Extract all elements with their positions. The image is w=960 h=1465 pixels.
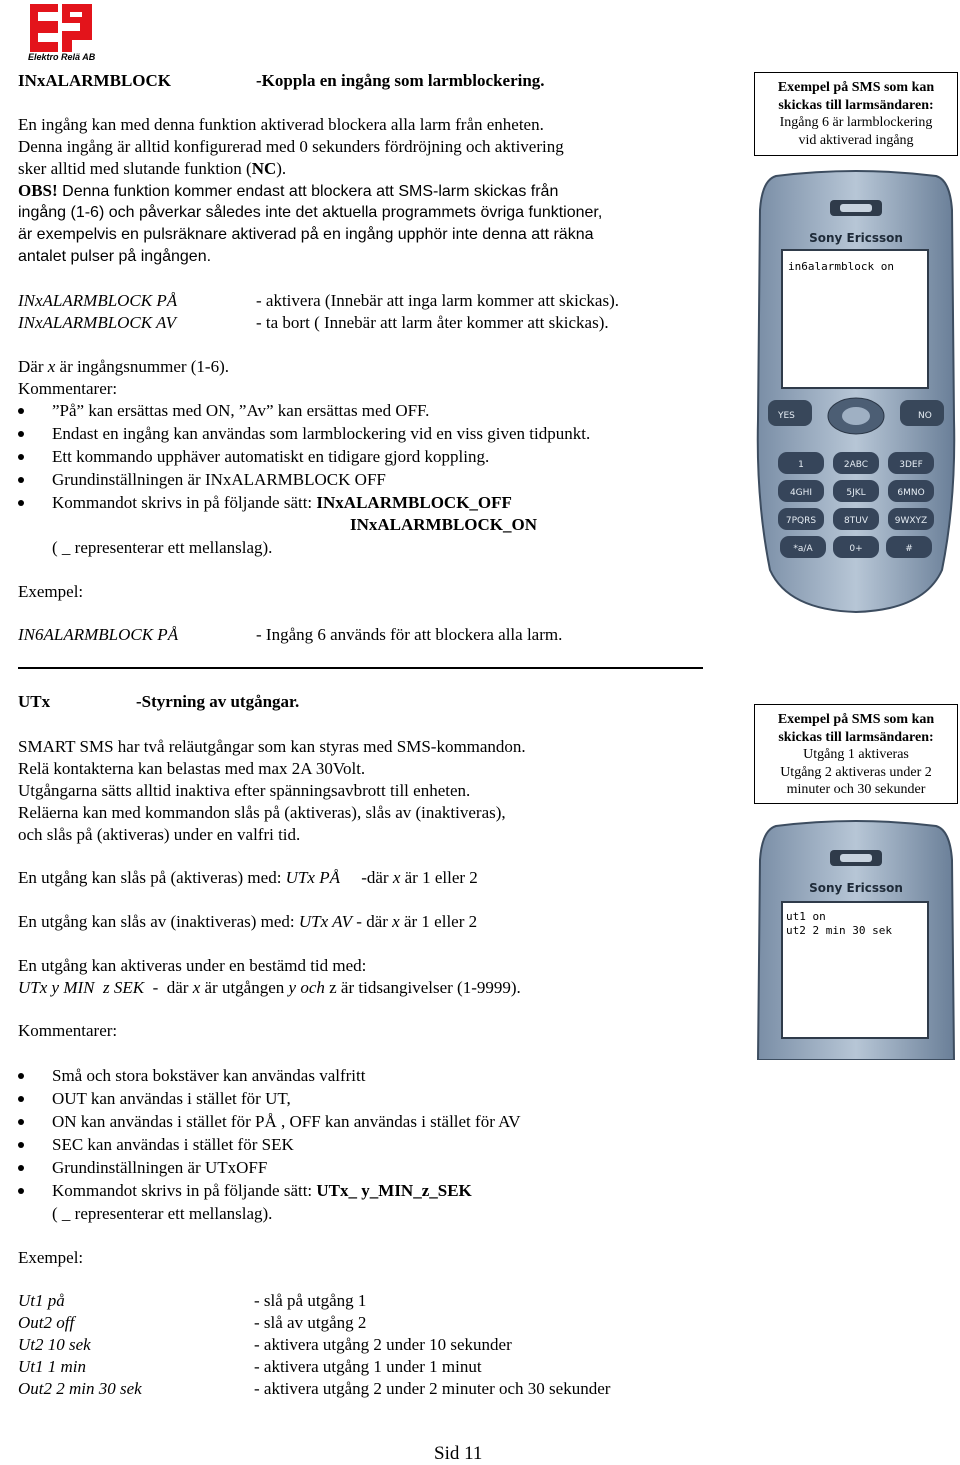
bullet-dot (18, 1119, 24, 1125)
key-label: # (905, 544, 913, 554)
key-label: 3DEF (899, 460, 923, 470)
list-item: Grundinställningen är INxALARMBLOCK OFF (52, 470, 386, 489)
box-line: Utgång 1 aktiveras (803, 747, 909, 762)
box-line: vid aktiverad ingång (798, 132, 914, 148)
section1-para-line2: Denna ingång är alltid konfigurerad med 0 sekunders fördröjning och aktivering (18, 137, 564, 156)
box-title: Exempel på SMS som kan (777, 80, 935, 95)
list-item: Ett kommando upphäver automatiskt en tidigare gjord koppling. (52, 447, 490, 466)
bullet-dot (18, 1073, 24, 1079)
text: Där (18, 357, 48, 376)
obs-line3: är exempelvis en pulsräknare aktiverad på en ingång upphör inte denna att räkna (18, 226, 594, 243)
key-label: 5JKL (846, 488, 866, 498)
example-label: Exempel: (18, 1248, 84, 1267)
key-label: 0+ (849, 544, 863, 554)
example-command: Ut1 på (18, 1291, 65, 1310)
key-label: 8TUV (844, 516, 868, 526)
section2-title-description: -Styrning av utgångar. (136, 692, 300, 711)
example-label: Exempel: (18, 582, 84, 601)
command-off-desc: - ta bort ( Innebär att larm åter kommer att skickas). (256, 313, 609, 332)
text: är ingångsnummer (1-6). (55, 357, 230, 376)
key-label: *a/A (793, 544, 813, 554)
example-description: - aktivera utgång 2 under 10 sekunder (254, 1335, 512, 1354)
bullet-dot (18, 408, 24, 414)
list-item (52, 492, 512, 514)
box-title: Exempel på SMS som kan (777, 712, 935, 727)
comments-label: Kommentarer: (18, 379, 118, 398)
command-off: INxALARMBLOCK AV (18, 313, 176, 332)
example-description: - slå på utgång 1 (254, 1291, 367, 1310)
y-var: y och (288, 978, 325, 997)
bullet-dot (18, 477, 24, 483)
company-logo (28, 2, 94, 64)
section2-para-line: Reläerna kan med kommandon slås på (aktiveras), slås av (inaktiveras), (18, 803, 506, 822)
key-label: 9WXYZ (894, 516, 928, 526)
yes-key: YES (778, 411, 795, 421)
page-number: Sid 11 (434, 1443, 483, 1464)
key-label: 2ABC (843, 460, 869, 470)
obs-line4: antalet pulser på ingången. (18, 248, 212, 265)
section2-title-command: UTx (18, 692, 51, 711)
no-key: NO (918, 411, 932, 421)
command: UTx y MIN z SEK (18, 978, 145, 997)
text: z är tidsangivelser (1-9999). (324, 978, 521, 997)
example-command: Out2 off (18, 1313, 75, 1332)
list-item: ON kan användas i stället för PÅ , OFF kan användas i stället för AV (52, 1112, 521, 1131)
bullet-dot (18, 1142, 24, 1148)
key-label: 1 (798, 460, 804, 470)
text: sker alltid med slutande funktion ( (18, 159, 252, 178)
section2-para-line: Utgångarna sätts alltid inaktiva efter spänningsavbrott till enheten. (18, 781, 471, 800)
output-on-text (18, 867, 478, 889)
obs-line2: ingång (1-6) och påverkar således inte det aktuella programmets övriga funktioner, (18, 204, 603, 221)
text: - där (144, 978, 193, 997)
x-var: x (192, 978, 201, 997)
list-item: Små och stora bokstäver kan användas valfritt (52, 1066, 366, 1085)
example-description: - aktivera utgång 1 under 1 minut (254, 1357, 482, 1376)
example-command: Ut2 10 sek (18, 1335, 91, 1354)
key-label: 6MNO (897, 488, 925, 498)
output-off-text (18, 911, 477, 933)
nc-label: NC (251, 159, 277, 178)
example-command: Ut1 1 min (18, 1357, 86, 1376)
section2-para-line: SMART SMS har två reläutgångar som kan styras med SMS-kommandon. (18, 737, 526, 756)
bullet-dot (18, 500, 24, 506)
command: INxALARMBLOCK_ON (350, 515, 538, 534)
command: UTx_ y_MIN_z_SEK (316, 1181, 472, 1200)
example-command: Out2 2 min 30 sek (18, 1379, 142, 1398)
timed-label: En utgång kan aktiveras under en bestämd tid med: (18, 956, 367, 975)
text: Kommandot skrivs in på följande sätt: (52, 493, 317, 512)
key-label: 4GHI (789, 488, 813, 498)
section-divider (18, 667, 703, 669)
list-item: Endast en ingång kan användas som larmblockering vid en viss given tidpunkt. (52, 424, 591, 443)
phone-screen-line: ut1 on (786, 910, 826, 923)
obs-line1 (18, 180, 558, 203)
text: är 1 eller 2 (400, 868, 478, 887)
brand-label: Sony Ericsson (809, 231, 903, 245)
text: är utgången (200, 978, 289, 997)
box-title: skickas till larmsändaren: (778, 729, 934, 745)
section2-para-line: och slås på (aktiveras) under en valfri tid. (18, 825, 301, 844)
box-title: skickas till larmsändaren: (778, 97, 934, 113)
space-note: ( _ representerar ett mellanslag). (52, 1204, 273, 1223)
command-on: INxALARMBLOCK PÅ (18, 291, 178, 310)
list-item: OUT kan användas i stället för UT, (52, 1089, 291, 1108)
x-var: x (47, 357, 56, 376)
brand-label: Sony Ericsson (809, 881, 903, 895)
text: -där (339, 868, 393, 887)
section1-para-line3 (18, 158, 286, 180)
bullet-dot (18, 1188, 24, 1194)
example-description: - aktivera utgång 2 under 2 minuter och 30 sekunder (254, 1379, 611, 1398)
section1-title-description: -Koppla en ingång som larmblockering. (256, 71, 545, 90)
where-text (18, 356, 229, 378)
mobile-phone-icon (754, 170, 958, 615)
section1-para-line1: En ingång kan med denna funktion aktiverad blockera alla larm från enheten. (18, 115, 544, 134)
command: UTx PÅ (285, 868, 340, 887)
section1-title-command: INxALARMBLOCK (18, 71, 172, 90)
text: - där (352, 912, 393, 931)
example-description: - slå av utgång 2 (254, 1313, 367, 1332)
phone-screen-line: in6alarmblock on (788, 260, 894, 273)
mobile-phone-icon (754, 820, 958, 1060)
bullet-dot (18, 454, 24, 460)
text: En utgång kan slås av (inaktiveras) med: (18, 912, 299, 931)
example-description: - Ingång 6 används för att blockera alla larm. (256, 625, 563, 644)
timed-command (18, 977, 521, 999)
command: INxALARMBLOCK_OFF (316, 493, 512, 512)
box-line: Ingång 6 är larmblockering (779, 115, 933, 130)
list-item: Grundinställningen är UTxOFF (52, 1158, 268, 1177)
text: Denna funktion kommer endast att blockera att SMS-larm skickas från (57, 183, 559, 200)
bullet-dot (18, 431, 24, 437)
obs-label: OBS! (18, 181, 58, 200)
logo-text: Elektro Relä AB (28, 52, 96, 62)
text: Kommandot skrivs in på följande sätt: (52, 1181, 317, 1200)
comments-label: Kommentarer: (18, 1021, 118, 1040)
space-note: ( _ representerar ett mellanslag). (52, 538, 273, 557)
x-var: x (392, 868, 401, 887)
list-item: SEC kan användas i stället för SEK (52, 1135, 294, 1154)
list-item (52, 1180, 472, 1202)
list-item: ”På” kan ersättas med ON, ”Av” kan ersättas med OFF. (52, 401, 430, 420)
text: En utgång kan slås på (aktiveras) med: (18, 868, 286, 887)
command-on-desc: - aktivera (Innebär att inga larm kommer att skickas). (256, 291, 619, 310)
phone-image (754, 170, 958, 615)
text: ). (276, 159, 287, 178)
phone-image (754, 820, 958, 1060)
example-command: IN6ALARMBLOCK PÅ (18, 625, 179, 644)
key-label: 7PQRS (785, 516, 817, 526)
section2-para-line: Relä kontakterna kan belastas med max 2A 30Volt. (18, 759, 366, 778)
box-line: Utgång 2 aktiveras under 2 (780, 764, 932, 780)
bullet-dot (18, 1165, 24, 1171)
x-var: x (392, 912, 400, 931)
bullet-dot (18, 1096, 24, 1102)
text: är 1 eller 2 (399, 912, 478, 931)
phone-screen-line: ut2 2 min 30 sek (786, 924, 892, 937)
box-line: minuter och 30 sekunder (786, 782, 926, 797)
command: UTx AV (298, 912, 353, 931)
sms-example-box (754, 72, 958, 156)
sms-example-box (754, 704, 958, 804)
